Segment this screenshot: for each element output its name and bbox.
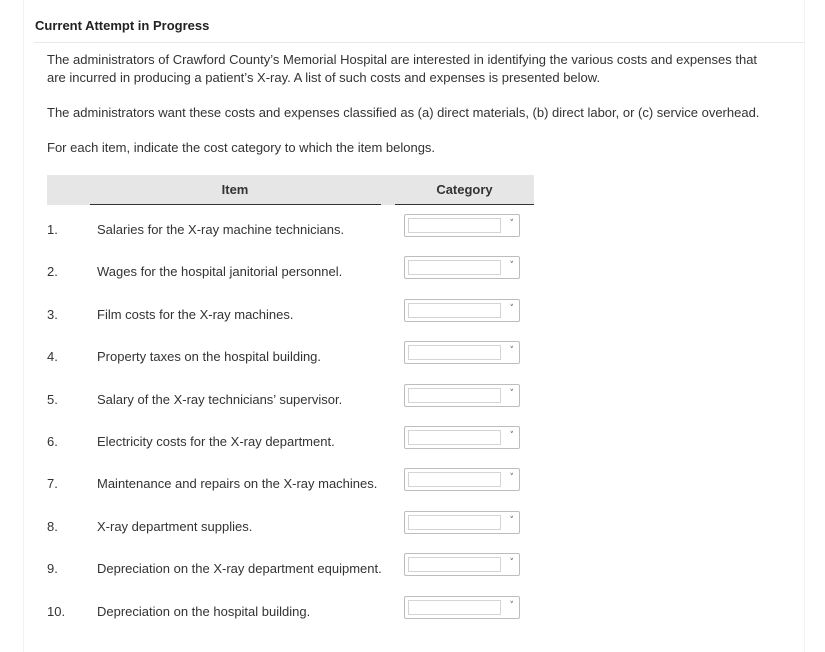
- category-select[interactable]: [404, 553, 520, 576]
- table-row: [0, 297, 825, 339]
- row-item-text: Electricity costs for the X-ray department.: [97, 433, 335, 449]
- category-select[interactable]: [404, 511, 520, 534]
- category-select[interactable]: [404, 596, 520, 619]
- category-select[interactable]: [404, 341, 520, 364]
- category-select[interactable]: [404, 256, 520, 279]
- chevron-down-icon: ˅: [509, 261, 514, 272]
- chevron-down-icon: ˅: [509, 303, 514, 314]
- row-number: 9.: [47, 561, 58, 577]
- row-number: 6.: [47, 433, 58, 449]
- category-select-value: [408, 557, 501, 572]
- category-select-value: [408, 472, 501, 487]
- table-row: [0, 509, 825, 551]
- table-row: [0, 382, 825, 424]
- chevron-down-icon: ˅: [509, 515, 514, 526]
- row-number: 8.: [47, 518, 58, 534]
- row-item-text: Property taxes on the hospital building.: [97, 349, 322, 365]
- intro-paragraph-3: For each item, indicate the cost category to which the item belongs.: [47, 140, 436, 155]
- table-row: [0, 424, 825, 466]
- column-header-category: Category: [436, 182, 493, 197]
- table-row: [0, 212, 825, 254]
- table-row: [0, 466, 825, 508]
- row-item-text: Depreciation on the hospital building.: [97, 603, 311, 619]
- table-row: [0, 254, 825, 296]
- category-select-value: [408, 388, 501, 403]
- intro-paragraph-2: The administrators want these costs and expenses classified as (a) direct materials, (b) direct labor, or (c) service overhead.: [47, 105, 760, 120]
- attempt-status-title: Current Attempt in Progress: [35, 18, 210, 33]
- row-number: 7.: [47, 476, 58, 492]
- category-select-value: [408, 515, 501, 530]
- row-item-text: Salary of the X-ray technicians’ supervisor.: [97, 391, 343, 407]
- chevron-down-icon: ˅: [509, 558, 514, 569]
- row-number: 2.: [47, 264, 58, 280]
- category-select-value: [408, 260, 501, 275]
- row-item-text: Wages for the hospital janitorial personnel.: [97, 264, 343, 280]
- category-select-value: [408, 218, 501, 233]
- cost-items-table: [0, 212, 825, 636]
- table-row: [0, 339, 825, 381]
- row-number: 5.: [47, 391, 58, 407]
- chevron-down-icon: ˅: [509, 388, 514, 399]
- row-number: 1.: [47, 222, 58, 237]
- category-select[interactable]: [404, 384, 520, 407]
- category-select-value: [408, 600, 501, 615]
- row-number: 4.: [47, 349, 58, 365]
- header-divider: [34, 42, 804, 43]
- table-row: [0, 594, 825, 636]
- table-row: [0, 551, 825, 593]
- row-number: 3.: [47, 306, 58, 322]
- chevron-down-icon: ˅: [509, 346, 514, 357]
- row-number: 10.: [47, 603, 66, 619]
- chevron-down-icon: ˅: [509, 600, 514, 611]
- chevron-down-icon: ˅: [509, 473, 514, 484]
- category-select[interactable]: [404, 426, 520, 449]
- category-header-rule: [395, 204, 534, 205]
- column-header-item: Item: [221, 182, 249, 197]
- row-item-text: X-ray department supplies.: [97, 518, 253, 534]
- row-item-text: Film costs for the X-ray machines.: [97, 306, 294, 322]
- category-select[interactable]: [404, 468, 520, 491]
- chevron-down-icon: ˅: [509, 219, 514, 229]
- row-item-text: Depreciation on the X-ray department equipment.: [97, 561, 382, 577]
- item-header-rule: [90, 204, 381, 205]
- row-item-text: Salaries for the X-ray machine technicians.: [97, 222, 345, 237]
- chevron-down-icon: ˅: [509, 430, 514, 441]
- category-select-value: [408, 345, 501, 360]
- category-select[interactable]: [404, 214, 520, 237]
- category-select[interactable]: [404, 299, 520, 322]
- category-select-value: [408, 303, 501, 318]
- row-item-text: Maintenance and repairs on the X-ray machines.: [97, 476, 378, 492]
- intro-paragraph-1: The administrators of Crawford County’s Memorial Hospital are interested in identifying the various costs and expenses that are incurred in producing a patient’s X-ray. A list of such costs and expenses is presented below.: [47, 52, 758, 85]
- category-select-value: [408, 430, 501, 445]
